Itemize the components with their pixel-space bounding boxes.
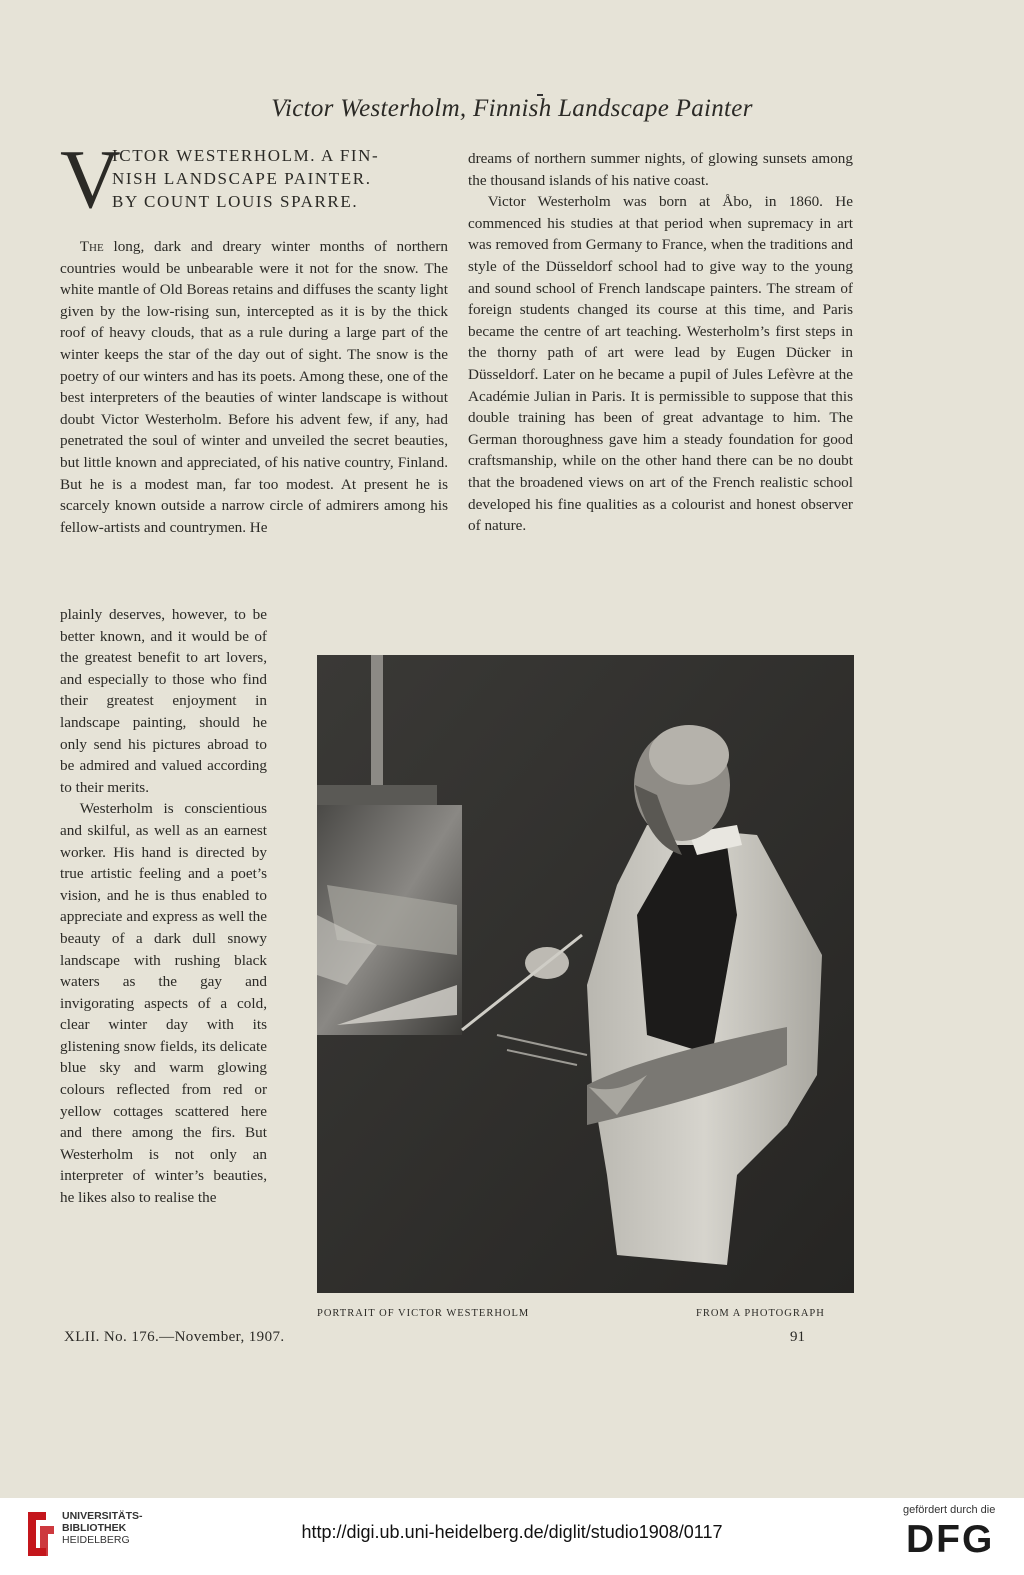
- library-line-3: HEIDELBERG: [62, 1534, 130, 1546]
- library-line-2: BIBLIOTHEK: [62, 1522, 127, 1534]
- digitization-banner: [0, 1498, 1024, 1575]
- caption-source: FROM A PHOTOGRAPH: [696, 1308, 825, 1319]
- paragraph-1-continued: plainly deserves, however, to be better known, and it would be of the greatest benefit to art lovers, and especially to those who find their greatest enjoyment in landscape painting, should he only send his pictures abroad to be admired and valued according to their merits.: [60, 606, 267, 796]
- funder-label: gefördert durch die: [903, 1504, 996, 1516]
- heading-line-2: NISH LANDSCAPE PAINTER.: [112, 169, 372, 188]
- heading-line-3: BY COUNT LOUIS SPARRE.: [112, 192, 359, 211]
- drop-cap: V: [60, 133, 121, 226]
- paragraph-birth: Victor Westerholm was born at Åbo, in 1860. He commenced his studies at that period when supremacy in art was removed from Germany to France, when the traditions and style of the Düsseldorf school had to give way to the young and sound school of French landscape painters. The stream of foreign students changed its course at this time, and Paris became the centre of art teaching. Westerholm’s first steps in the thorny path of art were lead by Eugen Dücker in Düsseldorf. Later on he became a pupil of Jules Lefèvre at the Académie Julian in Paris. It is permissible to suppose that this double training has been of great advantage to him. The German thoroughness gave him a steady foundation for good craftsmanship, while on the other hand there can be no doubt that the broadened views on art of the French realistic school developed his fine qualities as a colourist and honest observer of nature.: [468, 193, 853, 535]
- issue-line: XLII. No. 176.—November, 1907.: [64, 1329, 285, 1345]
- paragraph-1: long, dark and dreary winter months of northern countries would be unbearable were it not for the snow. The white mantle of Old Boreas retains and diffuses the scanty light given by the low-rising sun, intercepted as it is by the thick roof of heavy clouds, that as a rule during a large part of the winter keeps the star of the day out of sight. The snow is the poetry of our winters and has its poets. Among these, one of the best interpreters of the beauties of winter landscape is without doubt Victor Westerholm. Before his advent few, if any, had penetrated the soul of winter and unveiled the secret beauties, but little known and appreciated, of his native country, Finland. But he is a modest man, far too modest. At present he is scarcely known outside a narrow circle of admirers among his fellow-artists and countrymen. He: [60, 238, 449, 536]
- library-line-1: UNIVERSITÄTS-: [62, 1510, 143, 1522]
- page-number: 91: [790, 1329, 805, 1345]
- paragraph-2: Westerholm is conscientious and skilful, as well as an earnest worker. His hand is directed by true artistic feeling and a poet’s vision, and he is thus enabled to appreciate and express as well the beauty of a dark dull snowy landscape with rushing black waters as the gay and invigorating aspects of a cold, clear winter day with its glistening snow fields, its delicate blue sky and warm glowing colours reflected from red or yellow cottages scattered here and there among the firs. But Westerholm is not only an interpreter of winter’s beauties, he likes also to realise the: [60, 800, 267, 1207]
- painter-at-easel-image: [317, 655, 854, 1293]
- source-url-link[interactable]: http://digi.ub.uni-heidelberg.de/diglit/studio1908/0117: [301, 1522, 723, 1542]
- dfg-logo: DFG: [906, 1518, 995, 1561]
- caption-portrait: PORTRAIT OF VICTOR WESTERHOLM: [317, 1308, 530, 1319]
- article-heading: [60, 133, 460, 226]
- paragraph-continued: dreams of northern summer nights, of glowing sunsets among the thousand islands of his native coast.: [468, 150, 853, 189]
- left-column-text: [60, 236, 448, 538]
- heading-line-1: ICTOR WESTERHOLM. A FIN-: [112, 146, 380, 165]
- running-title: Victor Westerholm, Finnish Landscape Painter: [271, 95, 753, 122]
- right-column-text: [468, 148, 853, 537]
- first-word: The: [79, 238, 104, 255]
- narrow-column-text: [60, 604, 267, 1209]
- portrait-photograph: [317, 655, 854, 1293]
